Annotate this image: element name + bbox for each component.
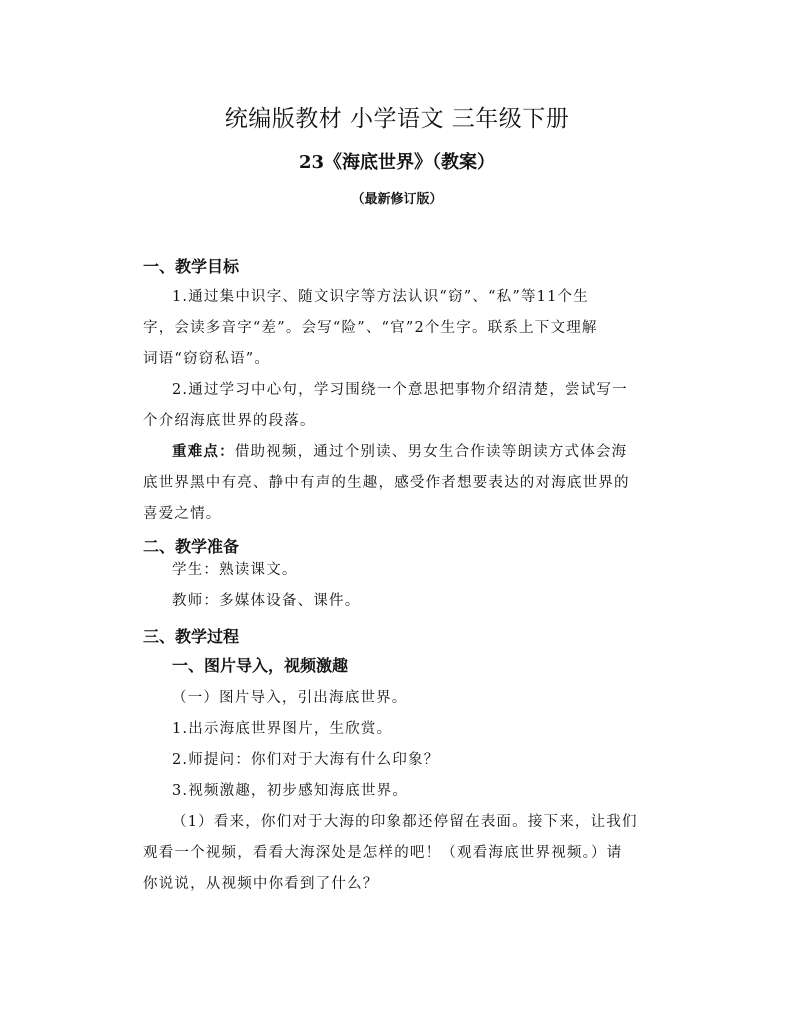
document-title: 统编版教材 小学语文 三年级下册	[224, 106, 570, 132]
paragraph-line: 2.通过学习中心句，学习围绕一个意思把事物介绍清楚，尝试写一	[172, 382, 628, 398]
list-item: 2.师提问：你们对于大海有什么印象？	[172, 752, 440, 768]
list-item: 3.视频激趣，初步感知海底世界。	[172, 783, 409, 799]
key-points-text: 借助视频，通过个别读、男女生合作读等朗读方式体会海	[234, 444, 628, 460]
section-heading-process: 三、教学过程	[143, 627, 240, 646]
paragraph-line: 观看一个视频，看看大海深处是怎样的吧！（观看海底世界视频。）请	[143, 845, 623, 861]
paragraph-line: 词语“窃窃私语”。	[143, 351, 271, 367]
section-heading-goals: 一、教学目标	[143, 257, 240, 276]
lesson-title: 23《海底世界》（教案）	[298, 152, 496, 173]
paragraph-line: 喜爱之情。	[143, 506, 222, 522]
list-item: （一）图片导入，引出海底世界。	[172, 690, 408, 706]
list-item: 1.出示海底世界图片，生欣赏。	[172, 721, 393, 737]
paragraph-line: 1.通过集中识字、随文识字等方法认识“窃”、“私”等11个生	[172, 289, 589, 305]
preparation-teacher: 教师：多媒体设备、课件。	[172, 593, 361, 609]
paragraph-line: 字，会读多音字“差”。会写“险”、“官”2个生字。联系上下文理解	[143, 320, 598, 336]
paragraph-line: 你说说，从视频中你看到了什么？	[143, 876, 379, 892]
key-points-line	[172, 440, 627, 461]
revision-note: （最新修订版）	[351, 192, 443, 207]
key-points-label: 重难点：	[172, 443, 235, 460]
section-heading-preparation: 二、教学准备	[143, 537, 240, 556]
preparation-student: 学生：熟读课文。	[172, 562, 298, 578]
paragraph-line: （1）看来，你们对于大海的印象都还停留在表面。接下来，让我们	[172, 814, 638, 830]
paragraph-line: 个介绍海底世界的段落。	[143, 413, 316, 429]
step-heading: 一、图片导入，视频激趣	[172, 656, 349, 675]
paragraph-line: 底世界黑中有亮、静中有声的生趣，感受作者想要表达的对海底世界的	[143, 475, 630, 491]
